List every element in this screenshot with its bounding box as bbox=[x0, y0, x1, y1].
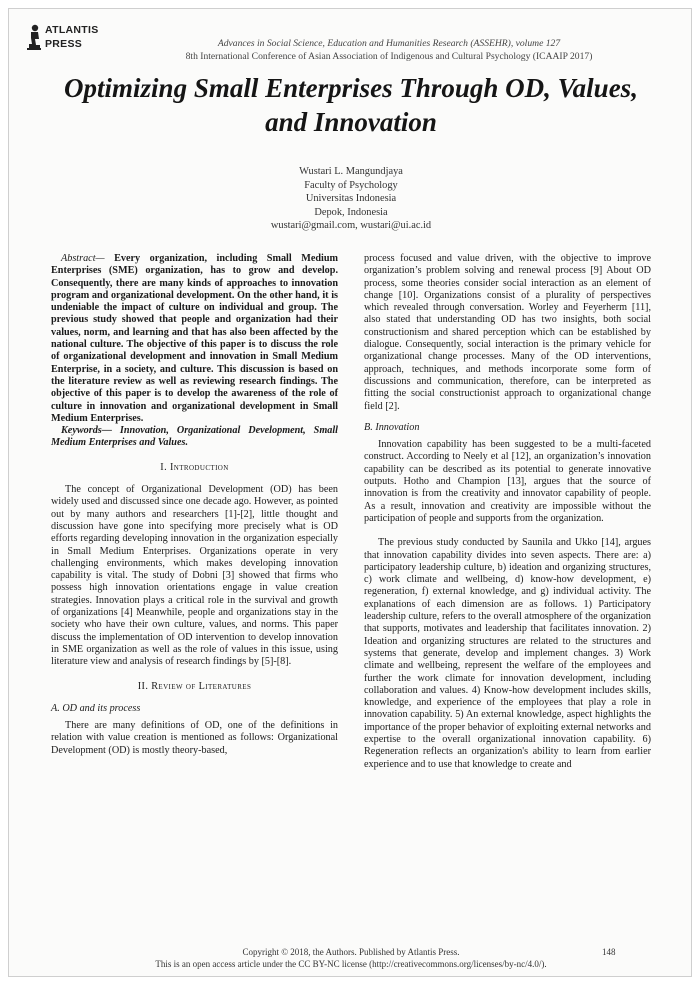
keywords: Keywords— Innovation, Organizational Development, Small Medium Enterprises and Values. bbox=[51, 425, 338, 449]
paper-page bbox=[8, 8, 692, 977]
page-footer bbox=[29, 947, 673, 970]
conference-name: 8th International Conference of Asian Association of Indigenous and Cultural Psychology (ICAAIP 2017) bbox=[185, 51, 593, 62]
section-heading-introduction: I. Introduction bbox=[160, 461, 229, 473]
abstract bbox=[51, 253, 338, 425]
journal-name: Advances in Social Science, Education and Humanities Research (ASSEHR), volume 127 bbox=[217, 38, 561, 49]
left-column bbox=[51, 253, 338, 757]
innovation-paragraph: Innovation capability has been suggested to be a multi-faceted construct. According to Neely et al [12], an organization’s innovation capability can be described as its potential to generate innovative outputs. Hotho and Champion [13], argues that the source of innovation is from the creativity and innovator capability of people. As a result, innovation and creativity are impossible without the participation of people and supports from the organization. bbox=[364, 439, 651, 524]
paper-title bbox=[29, 71, 673, 139]
abstract-label: Abstract— bbox=[61, 253, 105, 264]
author-emails: wustari@gmail.com, wustari@ui.ac.id bbox=[270, 220, 432, 232]
title-line-1: Optimizing Small Enterprises Through OD, Values, bbox=[64, 73, 638, 103]
footer-copyright: Copyright © 2018, the Authors. Published by Atlantis Press. bbox=[242, 947, 460, 957]
author-name: Wustari L. Mangundjaya bbox=[299, 166, 403, 177]
atlantis-press-logo bbox=[23, 23, 99, 59]
author-block bbox=[209, 165, 493, 233]
od-paragraph: There are many definitions of OD, one of the definitions in relation with value creation is mentioned as follows: Organizational Development (OD) is mostly theory-based, bbox=[51, 720, 338, 756]
footer-license: This is an open access article under the CC BY-NC license (http://creativecommons.org/licenses/by-nc/4.0/). bbox=[155, 958, 547, 969]
abstract-text: Every organization, including Small Medium Enterprises (SME) organization, has to grow and develop. Consequently, there are many kinds of approaches to innovation program and organizational development. On the other hand, it is undeniable the impact of culture on individual and group. The previous study showed that people and organization had their values, norm, and learning and that has also been affected by the national culture. The objective of this paper is to discuss the role of organizational development and innovation in Small Medium Enterprise, in a society, and culture. This discussion is based on the literature review as well as reviewing research findings. The objective of this paper is to develop the awareness of the role of culture in innovation and organizational development in Small Medium Enterprises. bbox=[51, 253, 338, 424]
author-university: Universitas Indonesia bbox=[305, 193, 397, 205]
od-continued-paragraph: process focused and value driven, with the objective to improve organization’s problem solving and renewal process [9] About OD process, some theories consider social interaction as an element of change [10]. Organizations consist of a plurality of perspectives which revealed through conversation. Worley and Feyerherm [11], also stated that understanding OD has two insights, both social constructionism and shared perception which can be established by dialogue. Consequently, social interaction is the primary vehicle for organizational change processes. Many of the OD interventions, approach, techniques, and methods incorporate some form of discussions and communication, therefore, can be interpreted as fitting the social constructionist approach to organizational change field [2]. bbox=[364, 253, 651, 412]
running-header bbox=[129, 37, 649, 63]
author-faculty: Faculty of Psychology bbox=[304, 179, 398, 191]
section-heading-review: II. Review of Literatures bbox=[137, 680, 252, 692]
author-city: Depok, Indonesia bbox=[314, 206, 388, 218]
logo-line-2: PRESS bbox=[45, 38, 83, 50]
thinker-logo-icon bbox=[23, 23, 43, 51]
title-line-2: and Innovation bbox=[265, 107, 437, 137]
right-column bbox=[364, 253, 651, 771]
logo-text bbox=[45, 23, 99, 51]
saunila-paragraph: The previous study conducted by Saunila and Ukko [14], argues that innovation capability divides into seven aspects. There are: a) participatory leadership culture, b) ideation and organizing structures, c) work climate and wellbeing, d) know-how development, e) regeneration, f) external knowledge, and g) individual activity. The explanations of each dimension are as follows. 1) Participatory leadership culture, refers to the overall atmosphere of the organization that supports, motivates and leadership that facilitates innovation. 2) Ideation and organizing structures are related to the structures and systems that generate, develop and implement changes. 3) Work climate and wellbeing, represent the welfare of the employees and further the work climate for innovation development, including collaboration and values. 4) Know-how development includes skills, knowledge, and experience of the employees that play a role in innovation capability. 5) An external knowledge, aspect highlights the importance of the proper behavior of exploiting external networks and expertise to the overall organizational innovation capability. 6) Regeneration reflects an organization's ability to learn from earlier experience and to use that knowledge to create and bbox=[364, 537, 651, 770]
subsection-heading-od: A. OD and its process bbox=[51, 702, 141, 714]
page-number: 148 bbox=[602, 947, 616, 957]
subsection-heading-innovation: B. Innovation bbox=[364, 421, 420, 433]
introduction-paragraph: The concept of Organizational Development (OD) has been widely used and discussed since one decade ago. However, as pointed out by many authors and researchers [1]-[2], little thought and discussion have gone into specifying more precisely what is OD efforts regarding developing innovation in the organization especially in Small Medium Enterprises. Organizations operate in very challenging environments, which makes developing innovation capability is vital. The study of Dobni [3] showed that firms who possess high innovation orientations engage in value creation strategies. Innovation plays a critical role in the survival and growth of organizations [4] Meanwhile, people and organizations stay in the society who have their own culture, values, and norms. This paper discuss the implementation of OD intervention to develop innovation in SME organization as well as the role of values in this issue, using literature view and analysis of research findings by [5]-[8]. bbox=[51, 484, 338, 668]
logo-line-1: ATLANTIS bbox=[45, 24, 99, 36]
